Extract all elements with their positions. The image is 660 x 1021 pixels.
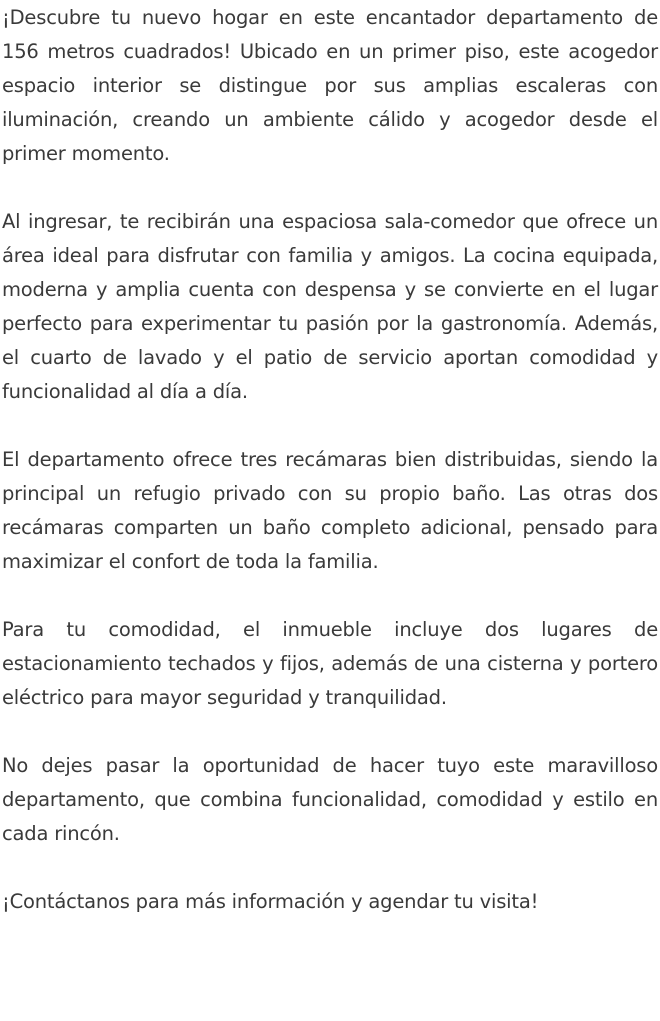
description-paragraph-intro: ¡Descubre tu nuevo hogar en este encantador departamento de 156 metros cuadrados! Ubicado en un primer piso, este acogedor espacio interior se distingue por sus amplias escaleras con iluminación, creando un ambiente cálido y acogedor desde el primer momento.	[2, 6, 658, 165]
description-paragraph-closing: No dejes pasar la oportunidad de hacer tuyo este maravilloso departamento, que combina funcionalidad, comodidad y estilo en cada rincón.	[2, 754, 658, 845]
listing-description	[0, 1, 660, 919]
description-paragraph-living-kitchen: Al ingresar, te recibirán una espaciosa sala-comedor que ofrece un área ideal para disfrutar con familia y amigos. La cocina equipada, moderna y amplia cuenta con despensa y se convierte en el lugar perfecto para experimentar tu pasión por la gastronomía. Además, el cuarto de lavado y el patio de servicio aportan comodidad y funcionalidad al día a día.	[2, 210, 658, 403]
description-paragraph-bedrooms: El departamento ofrece tres recámaras bien distribuidas, siendo la principal un refugio privado con su propio baño. Las otras dos recámaras comparten un baño completo adicional, pensado para maximizar el confort de toda la familia.	[2, 448, 658, 573]
description-paragraph-parking: Para tu comodidad, el inmueble incluye dos lugares de estacionamiento techados y fijos, además de una cisterna y portero eléctrico para mayor seguridad y tranquilidad.	[2, 618, 658, 709]
description-paragraph-contact-cta: ¡Contáctanos para más información y agendar tu visita!	[2, 890, 539, 913]
